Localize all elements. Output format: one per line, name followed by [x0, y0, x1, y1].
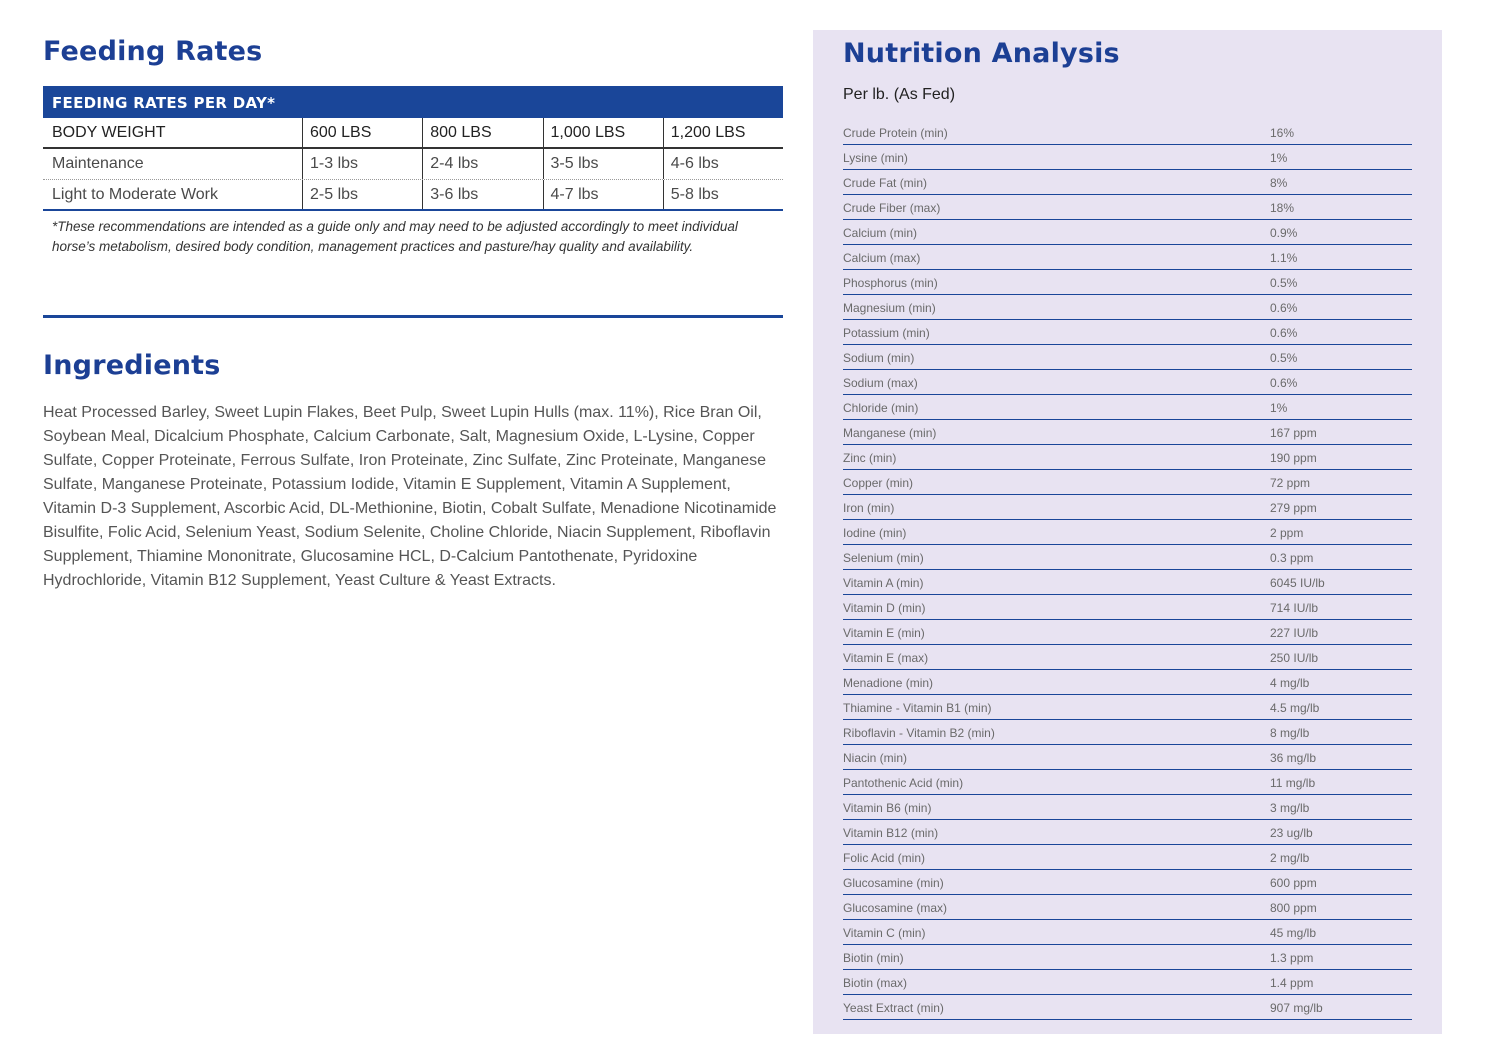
nutrient-name: Riboflavin - Vitamin B2 (min) — [843, 726, 995, 740]
feeding-table-header-row — [43, 118, 783, 149]
nutrition-row — [843, 770, 1412, 795]
feeding-footnote: *These recommendations are intended as a guide only and may need to be adjusted accordingly to meet individual horse’s metabolism, desired body condition, management practices and pasture/hay quality and availability. — [52, 219, 738, 254]
nutrient-value: 1% — [1270, 151, 1288, 165]
nutrient-name: Iron (min) — [843, 501, 895, 515]
nutrient-value: 0.3 ppm — [1270, 551, 1314, 565]
ingredients-text: Heat Processed Barley, Sweet Lupin Flakes, Beet Pulp, Sweet Lupin Hulls (max. 11%), Rice Bran Oil, Soybean Meal, Dicalcium Phosphate, Calcium Carbonate, Salt, Magnesium Oxide, L-Lysine, Copper Sulfate, Copper Proteinate, Ferrous Sulfate, Iron Proteinate, Zinc Sulfate, Zinc Proteinate, Manganese Sulfate, Manganese Proteinate, Potassium Iodide, Vitamin E Supplement, Vitamin A Supplement, Vitamin D-3 Supplement, Ascorbic Acid, DL-Methionine, Biotin, Cobalt Sulfate, Menadione Nicotinamide Bisulfite, Folic Acid, Selenium Yeast, Sodium Selenite, Choline Chloride, Niacin Supplement, Riboflavin Supplement, Thiamine Mononitrate, Glucosamine HCL, D-Calcium Pantothenate, Pyridoxine Hydrochloride, Vitamin B12 Supplement, Yeast Culture & Yeast Extracts. — [43, 404, 777, 589]
nutrient-name: Zinc (min) — [843, 451, 897, 465]
nutrition-row — [843, 870, 1412, 895]
nutrient-value: 0.6% — [1270, 301, 1298, 315]
nutrition-row — [843, 820, 1412, 845]
nutrition-row — [843, 620, 1412, 645]
nutrition-row — [843, 170, 1412, 195]
nutrient-name: Crude Fat (min) — [843, 176, 928, 190]
nutrition-row — [843, 670, 1412, 695]
nutrient-value: 36 mg/lb — [1270, 751, 1317, 765]
nutrient-value: 714 IU/lb — [1270, 601, 1319, 615]
nutrition-row — [843, 120, 1412, 145]
nutrient-value: 8 mg/lb — [1270, 726, 1310, 740]
nutrition-row — [843, 545, 1412, 570]
nutrition-row — [843, 970, 1412, 995]
nutrition-row — [843, 145, 1412, 170]
nutrient-value: 16% — [1270, 126, 1295, 140]
nutrient-value: 227 IU/lb — [1270, 626, 1319, 640]
nutrient-name: Niacin (min) — [843, 751, 908, 765]
nutrient-value: 0.6% — [1270, 326, 1298, 340]
header-cell-body-weight: BODY WEIGHT — [52, 123, 166, 141]
nutrition-row — [843, 295, 1412, 320]
nutrient-value: 0.9% — [1270, 226, 1298, 240]
nutrient-value: 600 ppm — [1270, 876, 1317, 890]
nutrient-value: 3 mg/lb — [1270, 801, 1310, 815]
nutrition-list — [843, 120, 1412, 1020]
nutrient-name: Calcium (max) — [843, 251, 921, 265]
nutrient-name: Sodium (max) — [843, 376, 918, 390]
nutrient-name: Iodine (min) — [843, 526, 907, 540]
nutrition-row — [843, 320, 1412, 345]
nutrient-value: 1.3 ppm — [1270, 951, 1314, 965]
nutrient-name: Calcium (min) — [843, 226, 918, 240]
nutrient-name: Glucosamine (min) — [843, 876, 944, 890]
nutrition-analysis-panel — [813, 30, 1442, 1034]
nutrient-value: 18% — [1270, 201, 1295, 215]
nutrient-name: Thiamine - Vitamin B1 (min) — [843, 701, 992, 715]
nutrient-name: Folic Acid (min) — [843, 851, 926, 865]
nutrient-value: 250 IU/lb — [1270, 651, 1319, 665]
nutrient-value: 0.6% — [1270, 376, 1298, 390]
nutrient-name: Biotin (min) — [843, 951, 904, 965]
table-row — [43, 149, 783, 180]
nutrition-row — [843, 995, 1412, 1020]
nutrition-row — [843, 470, 1412, 495]
header-cell-1200: 1,200 LBS — [663, 118, 783, 147]
nutrient-name: Phosphorus (min) — [843, 276, 938, 290]
nutrient-name: Selenium (min) — [843, 551, 924, 565]
nutrition-row — [843, 895, 1412, 920]
nutrition-row — [843, 270, 1412, 295]
nutrient-value: 45 mg/lb — [1270, 926, 1317, 940]
nutrient-value: 907 mg/lb — [1270, 1001, 1323, 1015]
nutrient-name: Magnesium (min) — [843, 301, 936, 315]
nutrient-value: 6045 IU/lb — [1270, 576, 1325, 590]
nutrition-title: Nutrition Analysis — [843, 38, 1120, 69]
table-cell: 2-5 lbs — [302, 180, 422, 209]
nutrient-name: Lysine (min) — [843, 151, 908, 165]
nutrition-subtitle: Per lb. (As Fed) — [843, 86, 956, 103]
table-row — [43, 180, 783, 211]
nutrient-name: Menadione (min) — [843, 676, 934, 690]
nutrition-row — [843, 520, 1412, 545]
nutrient-value: 2 mg/lb — [1270, 851, 1310, 865]
table-cell: 5-8 lbs — [663, 180, 783, 209]
nutrient-name: Yeast Extract (min) — [843, 1001, 944, 1015]
nutrient-value: 0.5% — [1270, 276, 1298, 290]
nutrient-value: 1.4 ppm — [1270, 976, 1314, 990]
nutrient-name: Glucosamine (max) — [843, 901, 948, 915]
nutrient-value: 800 ppm — [1270, 901, 1317, 915]
nutrient-value: 2 ppm — [1270, 526, 1304, 540]
nutrient-value: 11 mg/lb — [1270, 776, 1316, 790]
nutrient-name: Vitamin E (max) — [843, 651, 929, 665]
nutrient-value: 4.5 mg/lb — [1270, 701, 1320, 715]
table-cell: 1-3 lbs — [302, 149, 422, 179]
nutrient-value: 4 mg/lb — [1270, 676, 1310, 690]
nutrient-name: Biotin (max) — [843, 976, 908, 990]
nutrition-row — [843, 245, 1412, 270]
section-divider — [43, 315, 783, 318]
nutrition-row — [843, 395, 1412, 420]
nutrition-row — [843, 695, 1412, 720]
nutrition-row — [843, 845, 1412, 870]
ingredients-title: Ingredients — [43, 350, 221, 381]
nutrient-name: Sodium (min) — [843, 351, 915, 365]
feeding-table-banner: FEEDING RATES PER DAY* — [43, 86, 783, 118]
nutrient-value: 23 ug/lb — [1270, 826, 1313, 840]
nutrient-name: Vitamin A (min) — [843, 576, 924, 590]
nutrient-name: Chloride (min) — [843, 401, 919, 415]
nutrient-value: 8% — [1270, 176, 1288, 190]
nutrition-row — [843, 795, 1412, 820]
nutrition-row — [843, 745, 1412, 770]
nutrient-name: Vitamin C (min) — [843, 926, 926, 940]
table-cell: 3-6 lbs — [422, 180, 542, 209]
nutrition-row — [843, 370, 1412, 395]
nutrient-name: Crude Fiber (max) — [843, 201, 941, 215]
nutrition-row — [843, 220, 1412, 245]
nutrient-name: Potassium (min) — [843, 326, 930, 340]
nutrition-row — [843, 195, 1412, 220]
nutrition-row — [843, 595, 1412, 620]
nutrient-value: 0.5% — [1270, 351, 1298, 365]
table-cell: 4-6 lbs — [663, 149, 783, 179]
nutrient-value: 72 ppm — [1270, 476, 1311, 490]
nutrient-name: Vitamin B6 (min) — [843, 801, 932, 815]
feeding-rates-title: Feeding Rates — [43, 36, 263, 67]
nutrition-row — [843, 345, 1412, 370]
table-cell: 4-7 lbs — [543, 180, 663, 209]
nutrient-value: 167 ppm — [1270, 426, 1317, 440]
nutrition-row — [843, 945, 1412, 970]
nutrient-name: Vitamin E (min) — [843, 626, 925, 640]
header-cell-600: 600 LBS — [302, 118, 422, 147]
nutrition-row — [843, 495, 1412, 520]
nutrient-name: Pantothenic Acid (min) — [843, 776, 964, 790]
header-cell-1000: 1,000 LBS — [543, 118, 663, 147]
row-label-light-work: Light to Moderate Work — [52, 185, 219, 203]
table-cell: 3-5 lbs — [543, 149, 663, 179]
nutrient-value: 1% — [1270, 401, 1288, 415]
nutrition-row — [843, 570, 1412, 595]
nutrient-name: Copper (min) — [843, 476, 914, 490]
feeding-rates-table — [43, 86, 783, 257]
nutrition-row — [843, 920, 1412, 945]
nutrient-name: Manganese (min) — [843, 426, 937, 440]
nutrient-name: Crude Protein (min) — [843, 126, 948, 140]
row-label-maintenance: Maintenance — [52, 155, 144, 172]
nutrition-row — [843, 420, 1412, 445]
nutrition-row — [843, 445, 1412, 470]
nutrient-value: 279 ppm — [1270, 501, 1317, 515]
header-cell-800: 800 LBS — [422, 118, 542, 147]
nutrient-value: 1.1% — [1270, 251, 1298, 265]
nutrient-name: Vitamin B12 (min) — [843, 826, 939, 840]
nutrient-name: Vitamin D (min) — [843, 601, 926, 615]
nutrition-row — [843, 645, 1412, 670]
nutrient-value: 190 ppm — [1270, 451, 1317, 465]
feeding-rates-section — [43, 36, 783, 257]
table-cell: 2-4 lbs — [422, 149, 542, 179]
nutrition-row — [843, 720, 1412, 745]
